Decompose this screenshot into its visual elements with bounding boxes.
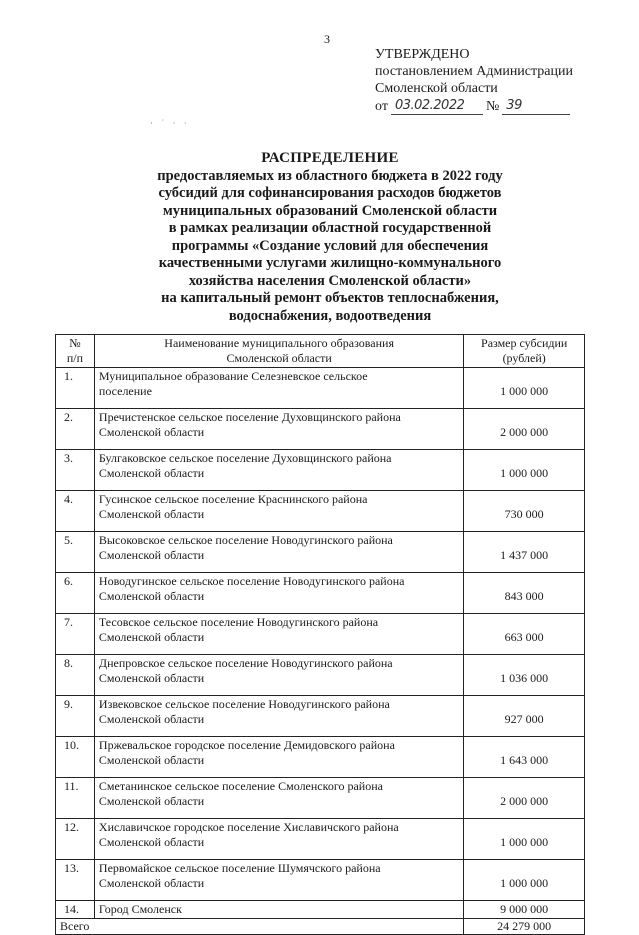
table-row xyxy=(56,409,585,450)
table-row xyxy=(56,778,585,819)
table-row xyxy=(56,901,585,919)
row-number: 3. xyxy=(56,450,95,491)
row-number: 4. xyxy=(56,491,95,532)
scan-specks: · ˙ · · xyxy=(150,118,190,128)
table-row xyxy=(56,532,585,573)
table-row xyxy=(56,655,585,696)
row-amount: 1 000 000 xyxy=(464,368,585,409)
header-amount-line-2: (рублей) xyxy=(502,351,546,365)
total-row xyxy=(56,919,585,935)
row-amount: 2 000 000 xyxy=(464,409,585,450)
approval-date: 03.02.2022 xyxy=(391,97,483,115)
row-name xyxy=(94,491,463,532)
row-number: 6. xyxy=(56,573,95,614)
row-name-line-2: Смоленской области xyxy=(98,876,205,890)
header-num xyxy=(56,335,95,368)
row-name-line-2: Смоленской области xyxy=(98,466,205,480)
row-name-line-1: Муниципальное образование Селезневское сельское xyxy=(98,369,368,383)
row-name-line-1: Первомайское сельское поселение Шумячского района xyxy=(98,861,381,875)
row-name xyxy=(94,901,463,919)
row-name-line-1: Пречистенское сельское поселение Духовщинского района xyxy=(98,410,401,424)
row-name-line-1: Извековское сельское поселение Новодугинского района xyxy=(98,697,390,711)
table-row xyxy=(56,860,585,901)
title-line: субсидий для софинансирования расходов бюджетов xyxy=(158,185,502,201)
title-line: предоставляемых из областного бюджета в 2022 году xyxy=(157,167,503,184)
header-name-line-1: Наименование муниципального образования xyxy=(164,336,394,350)
title-line: качественными услугами жилищно-коммунального xyxy=(158,255,502,271)
row-amount: 9 000 000 xyxy=(464,901,585,919)
table-row xyxy=(56,737,585,778)
row-amount: 1 643 000 xyxy=(464,737,585,778)
header-name-line-2: Смоленской области xyxy=(226,351,332,365)
header-num-line-2: п/п xyxy=(66,351,84,365)
table-row xyxy=(56,573,585,614)
table-row xyxy=(56,368,585,409)
row-number: 5. xyxy=(56,532,95,573)
title-lines xyxy=(130,168,530,326)
table-row xyxy=(56,614,585,655)
row-name xyxy=(94,409,463,450)
row-name-line-2: Смоленской области xyxy=(98,794,205,808)
row-number: 2. xyxy=(56,409,95,450)
table-body xyxy=(56,368,585,919)
row-name-line-1: Высоковское сельское поселение Новодугинского района xyxy=(98,533,393,547)
row-name-line-1: Тесовское сельское поселение Новодугинского района xyxy=(98,615,379,629)
header-amount xyxy=(464,335,585,368)
page-number: 3 xyxy=(324,32,330,46)
row-number: 12. xyxy=(56,819,95,860)
table-row xyxy=(56,696,585,737)
row-name xyxy=(94,573,463,614)
row-amount: 1 036 000 xyxy=(464,655,585,696)
row-name-line-2: Смоленской области xyxy=(98,712,205,726)
row-amount: 843 000 xyxy=(464,573,585,614)
row-number: 9. xyxy=(56,696,95,737)
row-name-line-1: Сметанинское сельское поселение Смоленского района xyxy=(98,779,383,793)
row-name xyxy=(94,614,463,655)
row-name-line-2: Смоленской области xyxy=(98,630,205,644)
row-name xyxy=(94,655,463,696)
row-name xyxy=(94,532,463,573)
row-amount: 2 000 000 xyxy=(464,778,585,819)
row-number: 11. xyxy=(56,778,95,819)
row-name-line-1: Хиславичское городское поселение Хиславичского района xyxy=(98,820,399,834)
title-line: муниципальных образований Смоленской области xyxy=(162,202,498,219)
row-number: 7. xyxy=(56,614,95,655)
from-label: от xyxy=(375,99,388,114)
row-amount: 1 000 000 xyxy=(464,450,585,491)
approval-line-3: Смоленской области xyxy=(375,81,498,96)
row-name-line-1: Булгаковское сельское поселение Духовщинского района xyxy=(98,451,392,465)
row-name-line-1: Город Смоленск xyxy=(98,902,182,916)
row-name-line-1: Новодугинское сельское поселение Новодугинского района xyxy=(98,574,405,588)
title-line: программы «Создание условий для обеспечения xyxy=(171,237,489,254)
row-name-line-2: Смоленской области xyxy=(98,835,205,849)
number-label: № xyxy=(485,99,500,114)
row-name-line-1: Пржевальское городское поселение Демидовского района xyxy=(98,738,395,752)
row-name-line-2: Смоленской области xyxy=(98,548,205,562)
distribution-table xyxy=(55,334,585,935)
header-amount-line-1: Размер субсидии xyxy=(481,336,568,350)
row-name-line-2: Смоленской области xyxy=(98,589,205,603)
row-number: 14. xyxy=(56,901,95,919)
row-amount: 1 000 000 xyxy=(464,860,585,901)
row-amount: 1 437 000 xyxy=(464,532,585,573)
row-number: 8. xyxy=(56,655,95,696)
table-row xyxy=(56,819,585,860)
title-line: водоснабжения, водоотведения xyxy=(228,307,432,324)
approval-date-line xyxy=(375,97,573,115)
row-name xyxy=(94,819,463,860)
title-line: хозяйства населения Смоленской области» xyxy=(188,272,472,289)
approval-line-2: постановлением Администрации xyxy=(375,64,573,79)
approval-line-1: УТВЕРЖДЕНО xyxy=(375,47,470,62)
header-name xyxy=(94,335,463,368)
row-name xyxy=(94,696,463,737)
row-amount: 730 000 xyxy=(464,491,585,532)
row-amount: 1 000 000 xyxy=(464,819,585,860)
row-name-line-1: Днепровское сельское поселение Новодугинского района xyxy=(98,656,393,670)
row-name-line-2: Смоленской области xyxy=(98,425,205,439)
approval-stamp xyxy=(375,46,573,115)
row-name xyxy=(94,860,463,901)
row-name-line-2: Смоленской области xyxy=(98,671,205,685)
row-name-line-2: поселение xyxy=(98,384,152,398)
table-row xyxy=(56,450,585,491)
title-line: на капитальный ремонт объектов теплоснабжения, xyxy=(161,290,499,306)
row-name-line-2: Смоленской области xyxy=(98,753,205,767)
row-name xyxy=(94,778,463,819)
row-amount: 927 000 xyxy=(464,696,585,737)
table-row xyxy=(56,491,585,532)
title-heading: РАСПРЕДЕЛЕНИЕ xyxy=(261,150,399,166)
row-amount: 663 000 xyxy=(464,614,585,655)
row-number: 10. xyxy=(56,737,95,778)
row-number: 13. xyxy=(56,860,95,901)
row-name-line-1: Гусинское сельское поселение Краснинского района xyxy=(98,492,368,506)
header-num-line-1: № xyxy=(69,336,81,350)
row-name-line-2: Смоленской области xyxy=(98,507,205,521)
approval-number: 39 xyxy=(502,97,570,115)
total-amount: 24 279 000 xyxy=(464,919,585,935)
row-name xyxy=(94,450,463,491)
row-number: 1. xyxy=(56,368,95,409)
total-label: Всего xyxy=(56,919,464,935)
document-title xyxy=(130,150,530,325)
row-name xyxy=(94,368,463,409)
table-header-row xyxy=(56,335,585,368)
title-line: в рамках реализации областной государственной xyxy=(168,220,492,236)
row-name xyxy=(94,737,463,778)
